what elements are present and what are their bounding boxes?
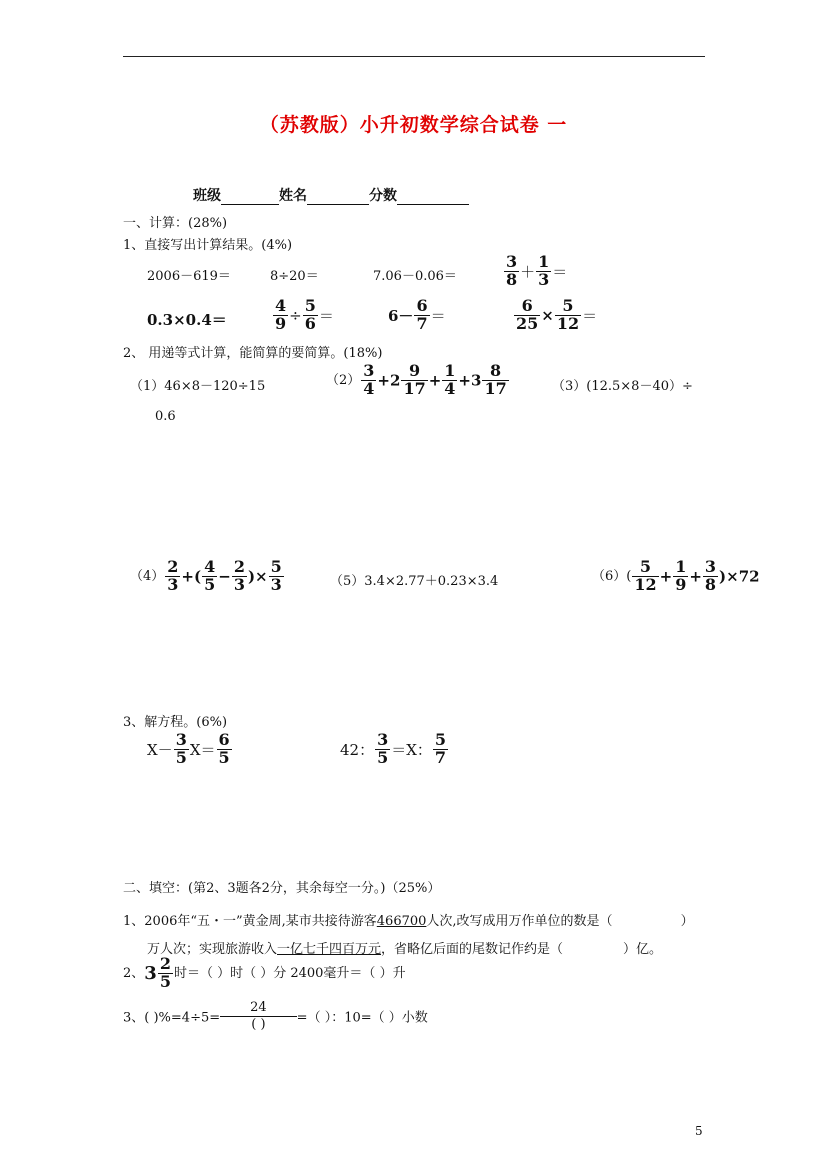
class-blank[interactable]	[221, 204, 279, 205]
fraction: $\frac{8}{17}$	[484, 361, 507, 398]
fraction: $\frac{3}{5}$	[377, 730, 389, 767]
fraction: $\frac{9}{17}$	[403, 361, 426, 398]
fraction: $\frac{1}{9}$	[675, 557, 687, 594]
page-title: （苏教版）小升初数学综合试卷 一	[259, 114, 568, 136]
fraction: $\frac{5}{3}$	[270, 557, 282, 594]
s2-q1-line2: 万人次；实现旅游收入一亿七千四百万元，省略亿后面的尾数记作约是（ ）亿。	[147, 942, 663, 957]
fraction: $\frac{3}{8}$	[506, 252, 518, 289]
score-blank[interactable]	[397, 204, 469, 205]
fraction: $\frac{3}{5}$	[175, 730, 187, 767]
tourist-count: 466700	[376, 914, 427, 929]
s2-q3: 3、( )%=4÷5= $\frac{24}{( )}$ =（ ）：10=（ ）小数	[123, 1000, 428, 1032]
q2-problem-2: （2） $\frac{3}{4}$ +2 $\frac{9}{17}$ + $\frac{1}{4}$ +3 $\frac{8}{17}$	[326, 361, 507, 398]
q1-item-7: 6－ $\frac{6}{7}$ ＝	[388, 296, 446, 333]
q2-problem-5: （5）3.4×2.77＋0.23×3.4	[330, 574, 499, 589]
fraction: $\frac{1}{4}$	[444, 361, 456, 398]
page-number: 5	[695, 1124, 703, 1138]
fraction: $\frac{4}{9}$	[275, 296, 287, 333]
fraction: $\frac{6}{7}$	[416, 296, 428, 333]
q1-heading: 1、直接写出计算结果。(4%)	[123, 238, 293, 253]
q1-item-3: 7.06－0.06＝	[373, 269, 457, 284]
score-label: 分数	[369, 188, 397, 204]
fraction: $\frac{5}{12}$	[634, 557, 657, 594]
class-label: 班级	[193, 188, 221, 204]
fraction: $\frac{2}{3}$	[167, 557, 179, 594]
q1-item-4: $\frac{3}{8}$ ＋ $\frac{1}{3}$ ＝	[506, 252, 568, 289]
fraction: $\frac{6}{25}$	[516, 296, 539, 333]
q2-problem-1: （1）46×8－120÷15	[130, 379, 266, 394]
student-info-line	[193, 185, 469, 205]
fraction: $\frac{5}{6}$	[304, 296, 316, 333]
fraction: $\frac{2}{3}$	[233, 557, 245, 594]
fraction: $\frac{6}{5}$	[218, 730, 230, 767]
q1-item-6: $\frac{4}{9}$ ÷ $\frac{5}{6}$ ＝	[275, 296, 334, 333]
q2-heading: 2、 用递等式计算，能简算的要简算。(18%)	[123, 346, 383, 361]
s2-q2: 2、3 $\frac{2}{5}$ 时＝（ ）时（ ）分 2400毫升＝（ ）升	[123, 954, 406, 991]
q1-item-1: 2006－619＝	[147, 269, 231, 284]
fraction: $\frac{3}{4}$	[363, 361, 375, 398]
fraction: $\frac{3}{8}$	[704, 557, 717, 594]
q1-item-8: $\frac{6}{25}$ × $\frac{5}{12}$ ＝	[516, 296, 598, 333]
q2-problem-3: （3）(12.5×8－40）÷	[552, 379, 693, 394]
header-rule	[123, 56, 705, 57]
fraction: $\frac{4}{5}$	[204, 557, 216, 594]
section1-heading: 一、计算：(28%)	[123, 216, 228, 231]
q2-problem-3-cont: 0.6	[155, 409, 176, 424]
q3-heading: 3、解方程。(6%)	[123, 715, 228, 730]
section2-heading: 二、填空：(第2、3题各2分，其余每空一分。)（25%）	[123, 881, 441, 896]
fraction: $\frac{5}{12}$	[556, 296, 580, 333]
fraction-with-blank: $\frac{24}{( )}$	[220, 1000, 297, 1032]
q1-item-5: 0.3×0.4＝	[147, 311, 227, 329]
name-blank[interactable]	[307, 204, 369, 205]
income-amount: 一亿七千四百万元	[277, 942, 382, 957]
equation-2: 42： $\frac{3}{5}$ ＝X： $\frac{5}{7}$	[340, 730, 447, 767]
q1-item-2: 8÷20＝	[270, 269, 319, 284]
name-label: 姓名	[279, 188, 307, 204]
fraction: $\frac{2}{5}$	[159, 954, 171, 991]
fraction: $\frac{1}{3}$	[538, 252, 550, 289]
equation-1: X－ $\frac{3}{5}$ X＝ $\frac{6}{5}$	[147, 730, 230, 767]
s2-q1-line1: 1、2006年“五・一”黄金周,某市共接待游客466700人次,改写成用万作单位的数是（ ）	[123, 914, 694, 929]
q2-problem-6: （6）( $\frac{5}{12}$ + $\frac{1}{9}$ + $\frac{3}{8}$ )×72	[592, 557, 760, 594]
fraction: $\frac{5}{7}$	[434, 730, 447, 767]
q2-problem-4: （4） $\frac{2}{3}$ +( $\frac{4}{5}$ − $\frac{2}{3}$ )× $\frac{5}{3}$	[130, 557, 282, 594]
